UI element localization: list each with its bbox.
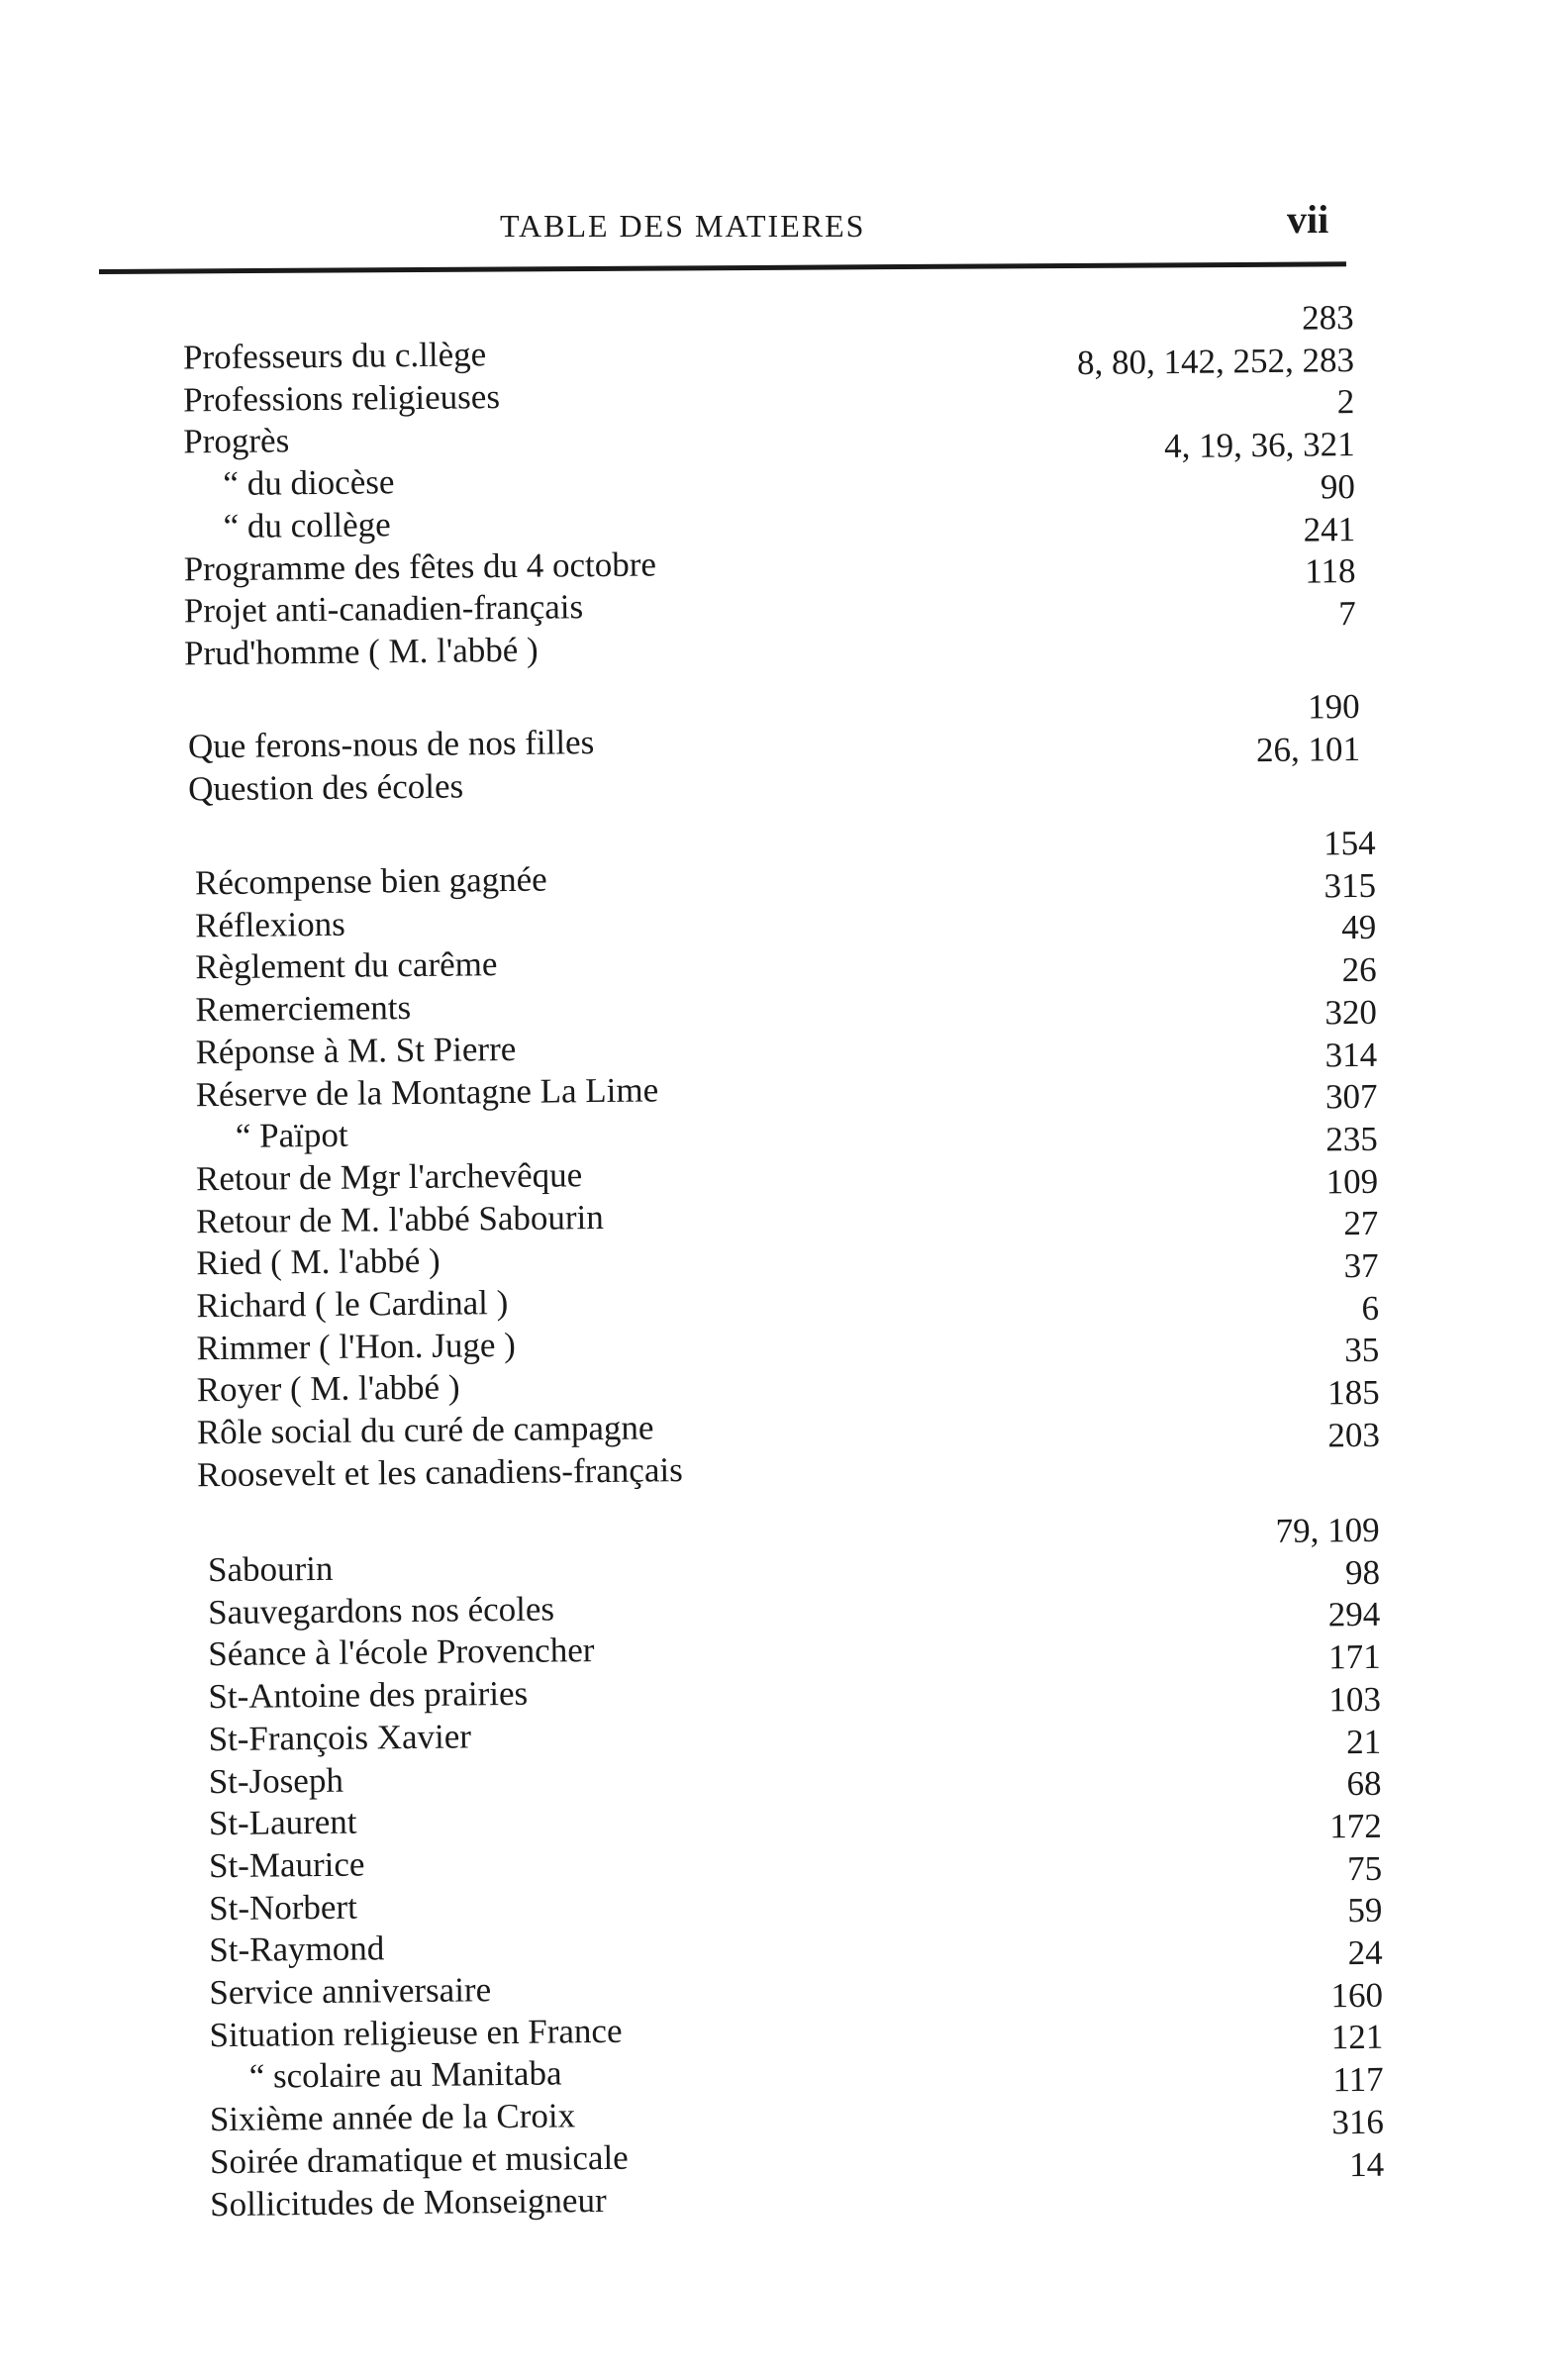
- index-entry-pages: 90: [1320, 466, 1356, 507]
- index-entry-pages: 26, 101: [1255, 729, 1361, 769]
- index-entry-title: Rôle social du curé de campagne: [196, 1408, 654, 1452]
- index-entry-pages: 14: [1348, 2144, 1385, 2184]
- index-entry-pages: 26: [1341, 949, 1377, 990]
- index-entry-title: Projet anti-canadien-français: [183, 587, 584, 631]
- index-entry-title: St-Antoine des prairies: [208, 1673, 529, 1717]
- index-entry-pages: 37: [1343, 1245, 1379, 1286]
- index-entry-pages: 160: [1330, 1975, 1384, 2015]
- index-entry-pages: 172: [1329, 1806, 1382, 1846]
- index-entry-pages: 235: [1325, 1119, 1378, 1159]
- index-entry-pages: 307: [1324, 1076, 1378, 1117]
- index-entry-pages: 315: [1323, 865, 1377, 906]
- index-entry-title: Professeurs du c.llège: [182, 335, 487, 377]
- index-entry-title: Progrès: [183, 421, 290, 461]
- index-entry-pages: 35: [1344, 1331, 1380, 1370]
- index-entry-pages: 320: [1324, 992, 1378, 1033]
- index-entry-title: St-Norbert: [208, 1887, 358, 1928]
- index-entry-title: Ried ( M. l'abbé ): [196, 1241, 441, 1283]
- index-entry-title: Récompense bien gagnée: [194, 859, 547, 903]
- index-entry-title: “ Païpot: [235, 1115, 348, 1156]
- index-entry-pages: 203: [1327, 1415, 1381, 1455]
- index-entry-title: Sabourin: [207, 1548, 334, 1590]
- index-entry-pages: 4, 19, 36, 321: [1163, 425, 1355, 466]
- index-entry-title: Rimmer ( l'Hon. Juge ): [196, 1325, 516, 1367]
- index-entry-pages: 283: [1301, 298, 1354, 338]
- index-entry-pages: 117: [1332, 2059, 1384, 2100]
- index-entry-title: Sauvegardons nos écoles: [207, 1589, 555, 1632]
- index-entry-pages: 24: [1347, 1932, 1383, 1973]
- index-entry-pages: 98: [1344, 1552, 1381, 1592]
- index-entry-title: “ du diocèse: [223, 462, 395, 504]
- index-entry-pages: 6: [1361, 1288, 1380, 1328]
- index-entry-pages: 2: [1336, 382, 1355, 422]
- index-entry-title: Séance à l'école Provencher: [208, 1631, 595, 1674]
- index-entry-pages: 154: [1323, 823, 1376, 863]
- index-entry-title: “ scolaire au Manitaba: [248, 2053, 562, 2097]
- index-entry-pages: 75: [1346, 1848, 1383, 1888]
- index-entry-pages: 7: [1338, 593, 1356, 634]
- index-entry-title: Prud'homme ( M. l'abbé ): [183, 630, 539, 673]
- index-entry-pages: 316: [1331, 2102, 1385, 2142]
- index-entry-pages: 59: [1347, 1891, 1383, 1930]
- index-entry-title: Réserve de la Montagne La Lime: [195, 1069, 659, 1114]
- index-entry-pages: 49: [1341, 908, 1377, 947]
- index-entry-title: Réflexions: [194, 904, 345, 944]
- index-entry-pages: 118: [1305, 551, 1356, 591]
- index-entry-pages: 21: [1345, 1722, 1382, 1761]
- index-entry-title: Programme des fêtes du 4 octobre: [183, 544, 657, 588]
- index-entry-title: Richard ( le Cardinal ): [196, 1283, 509, 1326]
- index-entry-title: Que ferons-nous de nos filles: [187, 723, 595, 766]
- index-entry-title: “ du collège: [223, 505, 391, 545]
- index-entry-title: St-Laurent: [208, 1802, 357, 1843]
- index-entry-pages: 103: [1328, 1679, 1382, 1720]
- index-entry-pages: 8, 80, 142, 252, 283: [1076, 340, 1355, 382]
- index-entry-pages: 241: [1303, 509, 1356, 549]
- index-entry-title: Remerciements: [195, 988, 412, 1030]
- index-entry-pages: 314: [1324, 1035, 1378, 1074]
- index-entry-title: Soirée dramatique et musicale: [209, 2137, 629, 2181]
- index-entry-pages: 109: [1325, 1161, 1379, 1201]
- index-entry-title: Retour de Mgr l'archevêque: [195, 1155, 583, 1199]
- index-entry-title: Retour de M. l'abbé Sabourin: [195, 1197, 604, 1240]
- index-entry-title: Question des écoles: [187, 766, 464, 809]
- index-entry-title: Royer ( M. l'abbé ): [196, 1367, 460, 1410]
- index-entry-title: Service anniversaire: [209, 1970, 492, 2013]
- index-entry-title: Roosevelt et les canadiens-français: [196, 1449, 683, 1495]
- index-entry-title: Professions religieuses: [182, 376, 501, 420]
- index-entry-pages: 294: [1327, 1595, 1381, 1634]
- index-entry-title: St-François Xavier: [208, 1717, 472, 1758]
- index-entry-title: Sollicitudes de Monseigneur: [209, 2180, 607, 2224]
- index-entry-pages: 190: [1307, 686, 1360, 727]
- index-entry-title: St-Raymond: [209, 1929, 385, 1970]
- page-number: vii: [1287, 197, 1329, 242]
- index-entry-title: St-Maurice: [208, 1844, 365, 1886]
- index-entry-title: Situation religieuse en France: [209, 2011, 623, 2054]
- page-header-title: TABLE DES MATIERES: [500, 208, 866, 244]
- index-entry-title: Règlement du carême: [195, 944, 498, 987]
- index-entry-pages: 121: [1330, 2018, 1384, 2057]
- index-entry-pages: 171: [1327, 1636, 1381, 1677]
- index-entry-pages: 68: [1346, 1763, 1382, 1804]
- index-entry-pages: 27: [1343, 1204, 1379, 1243]
- index-entry-title: Sixième année de la Croix: [209, 2096, 576, 2139]
- index-entry-pages: 79, 109: [1275, 1510, 1380, 1550]
- index-entry-pages: 185: [1326, 1372, 1380, 1413]
- index-entry-title: Réponse à M. St Pierre: [195, 1029, 517, 1072]
- index-entry-title: St-Joseph: [208, 1760, 344, 1801]
